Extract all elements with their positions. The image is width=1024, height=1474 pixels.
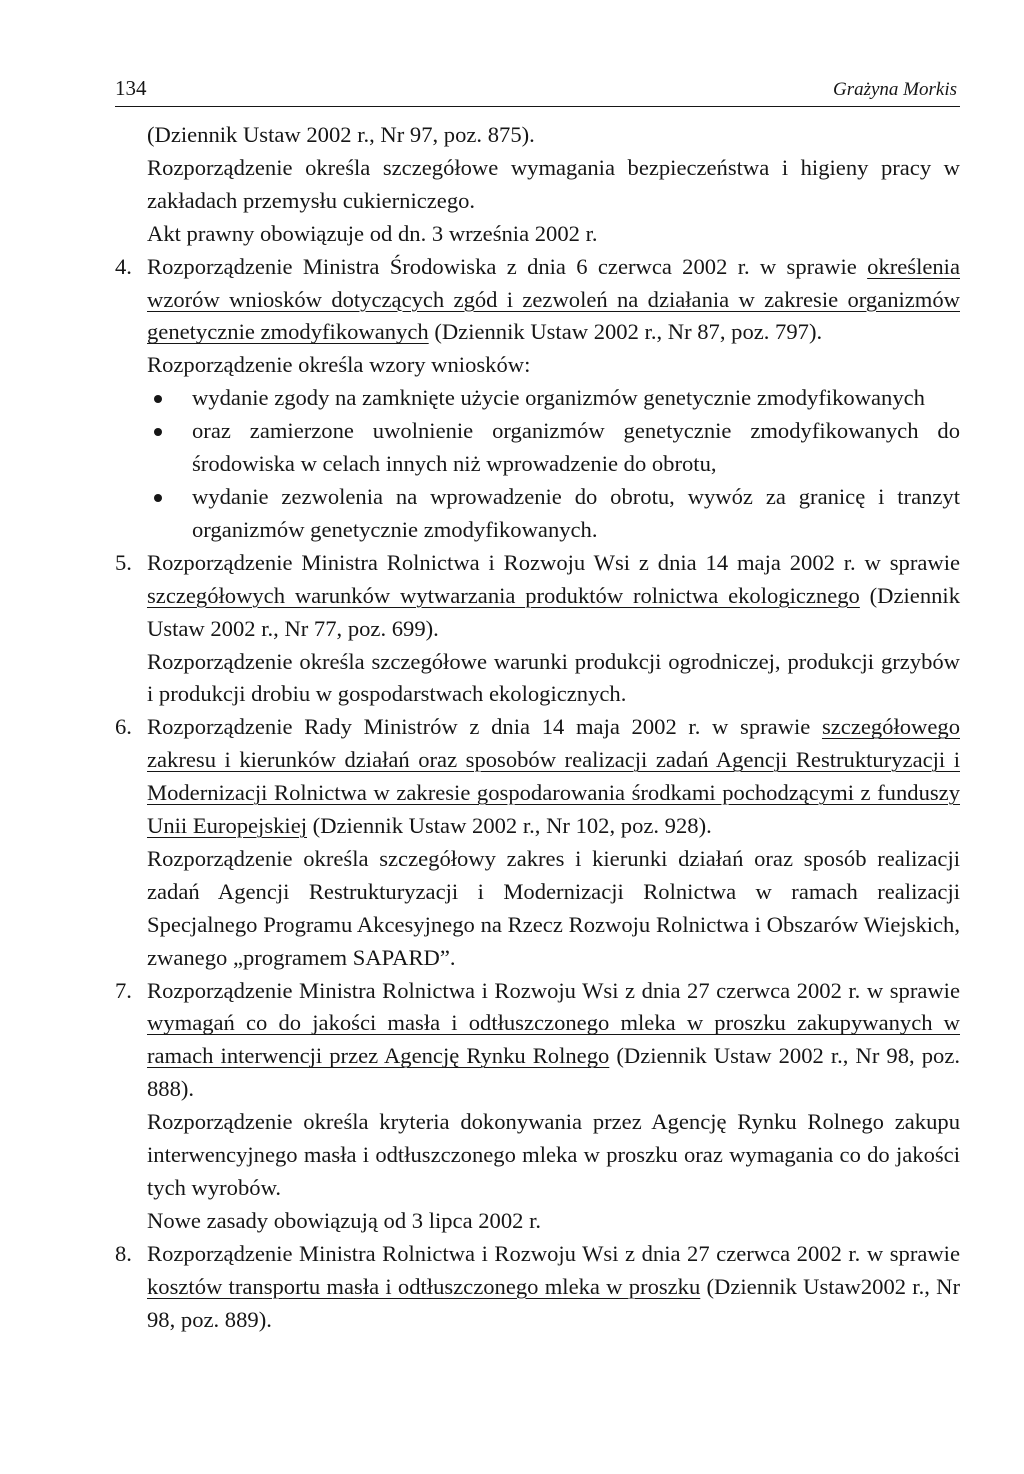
item-number: 7.: [115, 977, 132, 1003]
description: Rozporządzenie określa wzory wniosków:: [147, 352, 531, 378]
regulation-lead: Rozporządzenie Ministra Rolnictwa i Rozwoju Wsi z dnia 27 czerwca 2002 r. w sprawie: [147, 977, 960, 1003]
regulation-title: [147, 711, 960, 843]
regulation-citation: (Dziennik Ustaw 2002 r., Nr 102, poz. 928).: [307, 813, 712, 839]
regulation-lead: Rozporządzenie Rady Ministrów z dnia 14 maja 2002 r. w sprawie: [147, 714, 822, 740]
item-5: [115, 547, 960, 712]
item-number: 8.: [115, 1240, 132, 1266]
item-4: [115, 251, 960, 547]
item-6: [115, 711, 960, 974]
regulation-lead: Rozporządzenie Ministra Rolnictwa i Rozwoju Wsi z dnia 27 czerwca 2002 r. w sprawie: [147, 1240, 960, 1266]
item-number: 5.: [115, 549, 132, 575]
item-number: 4.: [115, 253, 132, 279]
bullet-item: wydanie zezwolenia na wprowadzenie do obrotu, wywóz za granicę i tranzyt organizmów genetycznie zmodyfikowanych.: [147, 481, 960, 547]
item-8: [115, 1238, 960, 1337]
regulation-subject: szczegółowego zakresu i kierunków działań oraz sposobów realizacji zadań Agencji Restrukturyzacji i Modernizacji Rolnictwa w zakresie gospodarowania środkami pochodzącymi z funduszy Unii Europejskiej: [147, 714, 960, 839]
description: Rozporządzenie określa kryteria dokonywania przez Agencję Rynku Rolnego zakupu interwencyjnego masła i odtłuszczonego mleka w proszku oraz wymagania co do jakości tych wyrobów.: [147, 1109, 960, 1200]
regulation-citation: (Dziennik Ustaw 2002 r., Nr 98, poz. 888).: [147, 1043, 960, 1102]
regulation-subject: określenia wzorów wniosków dotyczących zgód i zezwoleń na działania w zakresie organizmów genetycznie zmodyfikowanych: [147, 253, 960, 345]
regulation-subject: wymagań co do jakości masła i odtłuszczonego mleka w proszku zakupywanych w ramach interwencji przez Agencję Rynku Rolnego: [147, 1010, 960, 1069]
item-3-continuation: [147, 119, 960, 251]
item-7: [115, 975, 960, 1238]
description: Rozporządzenie określa szczegółowe warunki produkcji ogrodniczej, produkcji grzybów i produkcji drobiu w gospodarstwach ekologicznych.: [147, 648, 960, 707]
item-number: 6.: [115, 714, 132, 740]
regulation-title: [147, 1238, 960, 1337]
citation: (Dziennik Ustaw 2002 r., Nr 97, poz. 875).: [147, 122, 535, 147]
page-number: 134: [115, 76, 147, 100]
regulation-citation: (Dziennik Ustaw 2002 r., Nr 77, poz. 699).: [147, 582, 960, 641]
regulation-lead: Rozporządzenie Ministra Środowiska z dnia 6 czerwca 2002 r. w sprawie: [147, 253, 868, 279]
effective-date: Akt prawny obowiązuje od dn. 3 września 2002 r.: [147, 220, 598, 246]
regulation-title: [147, 251, 960, 350]
regulation-citation: (Dziennik Ustaw2002 r., Nr 98, poz. 889).: [147, 1273, 960, 1332]
regulation-title: [147, 547, 960, 646]
regulation-subject: szczegółowych warunków wytwarzania produktów rolnictwa ekologicznego: [147, 582, 860, 608]
running-head-author: Grażyna Morkis: [832, 79, 957, 100]
regulation-subject: kosztów transportu masła i odtłuszczonego mleka w proszku: [147, 1273, 701, 1299]
description: Rozporządzenie określa szczegółowy zakres i kierunki działań oraz sposób realizacji zadań Agencji Restrukturyzacji i Modernizacji Rolnictwa w ramach realizacji Specjalnego Programu Akcesyjnego na Rzecz Rozwoju Rolnictwa i Obszarów Wiejskich, zwanego „programem SAPARD”.: [147, 845, 960, 970]
bullet-item: wydanie zgody na zamknięte użycie organizmów genetycznie zmodyfikowanych: [147, 382, 960, 415]
regulation-lead: Rozporządzenie Ministra Rolnictwa i Rozwoju Wsi z dnia 14 maja 2002 r. w sprawie: [147, 549, 960, 575]
regulation-citation: (Dziennik Ustaw 2002 r., Nr 87, poz. 797).: [428, 319, 823, 345]
regulation-title: [147, 975, 960, 1107]
bullet-list: [147, 382, 960, 547]
page-header: [115, 76, 960, 107]
description: Rozporządzenie określa szczegółowe wymagania bezpieczeństwa i higieny pracy w zakładach przemysłu cukierniczego.: [147, 154, 960, 213]
page-body: [115, 119, 960, 1337]
effective-note: Nowe zasady obowiązują od 3 lipca 2002 r.: [147, 1207, 542, 1233]
bullet-item: oraz zamierzone uwolnienie organizmów genetycznie zmodyfikowanych do środowiska w celach innych niż wprowadzenie do obrotu,: [147, 415, 960, 481]
